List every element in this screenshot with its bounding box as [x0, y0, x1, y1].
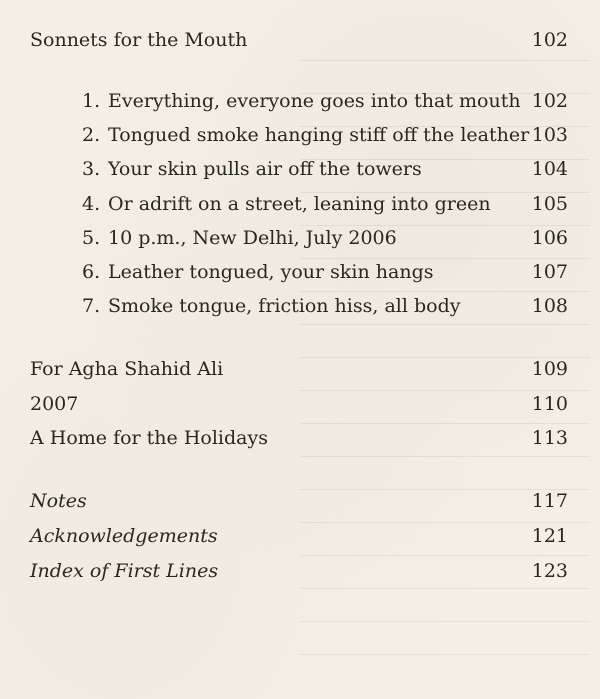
toc-section-title: Sonnets for the Mouth: [30, 29, 248, 51]
toc-section-heading: [30, 28, 568, 52]
toc-poem-title: For Agha Shahid Ali: [30, 358, 224, 380]
toc-entry: [82, 157, 568, 181]
toc-entry-page-number: 106: [531, 227, 568, 249]
toc-backmatter-page-number: 123: [531, 560, 568, 582]
toc-poem-page-number: 109: [531, 358, 568, 380]
toc-entry-number: 2.: [82, 124, 101, 146]
toc-entry-page-number: 105: [531, 193, 568, 215]
toc-backmatter-title: Acknowledgements: [30, 525, 218, 547]
toc-entry-title: Your skin pulls air off the towers: [108, 158, 422, 180]
toc-section-page-number: 102: [531, 29, 568, 51]
toc-entry-number: 4.: [82, 193, 101, 215]
toc-poem-entry: [30, 357, 568, 381]
toc-entry-title: Or adrift on a street, leaning into green: [108, 193, 491, 215]
toc-entry-page-number: 108: [531, 295, 568, 317]
toc-backmatter-title: Notes: [30, 490, 87, 512]
toc-entry-page-number: 107: [531, 261, 568, 283]
toc-entry-number: 1.: [82, 90, 101, 112]
toc-poem-page-number: 113: [531, 427, 568, 449]
toc-entry: [82, 226, 568, 250]
toc-entry: [82, 260, 568, 284]
toc-entry-page-number: 103: [531, 124, 568, 146]
toc-entry-title: Tongued smoke hanging stiff off the leather: [108, 124, 530, 146]
toc-entry: [82, 123, 568, 147]
toc-entry-page-number: 104: [531, 158, 568, 180]
toc-entry: [82, 192, 568, 216]
toc-backmatter-title: Index of First Lines: [30, 560, 219, 582]
toc-poem-entry: [30, 426, 568, 450]
toc-entry-page-number: 102: [531, 90, 568, 112]
toc-backmatter-page-number: 121: [531, 525, 568, 547]
toc-poem-entry: [30, 392, 568, 416]
toc-poem-title: A Home for the Holidays: [30, 427, 268, 449]
toc-backmatter-page-number: 117: [531, 490, 568, 512]
toc-entry: [82, 294, 568, 318]
toc-backmatter-entry: [30, 559, 568, 583]
toc-entry-title: 10 p.m., New Delhi, July 2006: [108, 227, 397, 249]
toc-backmatter-entry: [30, 524, 568, 548]
toc-entry-number: 6.: [82, 261, 101, 283]
toc-entry-number: 5.: [82, 227, 101, 249]
toc-entry-title: Smoke tongue, friction hiss, all body: [108, 295, 461, 317]
toc-backmatter-entry: [30, 489, 568, 513]
toc-entry-number: 3.: [82, 158, 101, 180]
toc-poem-page-number: 110: [531, 393, 568, 415]
toc-entry-title: Leather tongued, your skin hangs: [108, 261, 434, 283]
toc-entry: [82, 89, 568, 113]
toc-entry-number: 7.: [82, 295, 101, 317]
toc-poem-title: 2007: [30, 393, 79, 415]
toc-entry-title: Everything, everyone goes into that mouth: [108, 90, 521, 112]
